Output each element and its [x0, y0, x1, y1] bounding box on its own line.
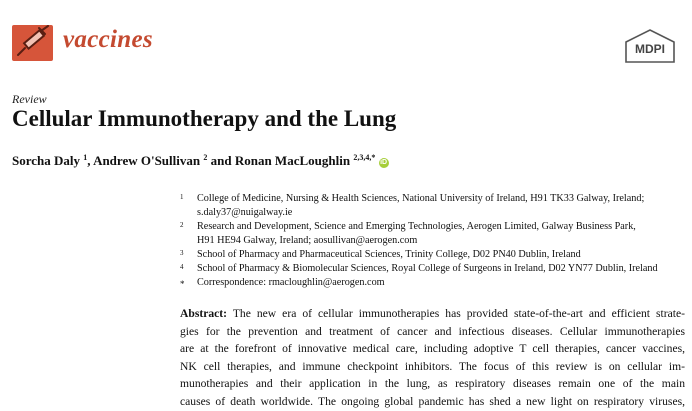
author-sup: 1 — [83, 153, 88, 162]
publisher-label: MDPI — [635, 42, 665, 56]
author-list — [12, 153, 389, 169]
affiliation-text: School of Pharmacy and Pharmaceutical Sciences, Trinity College, D02 PN40 Dublin, Ireland — [197, 249, 581, 260]
correspondence-mark: * — [180, 279, 185, 289]
abstract-label: Abstract: — [180, 307, 228, 320]
author-separator: and — [207, 153, 235, 168]
article-title: Cellular Immunotherapy and the Lung — [12, 106, 397, 131]
affiliation-number: 2 — [180, 221, 184, 229]
affiliation-number: 1 — [180, 193, 184, 201]
abstract-line: munotherapies and their application in the lung, as respiratory diseases remain one of the main — [180, 377, 685, 391]
abstract-line: causes of death worldwide. The ongoing global pandemic has shed a new light on respiratory viruses, — [180, 394, 685, 408]
affiliation-text: Research and Development, Science and Emerging Technologies, Aerogen Limited, Galway Business Park, — [197, 221, 636, 232]
author-sup: 2,3,4,* — [353, 153, 376, 162]
correspondence-text[interactable]: Correspondence: rmacloughlin@aerogen.com — [197, 277, 385, 288]
abstract-line: NK cell therapies, and immune checkpoint inhibitors. The focus of this review is on cellular im- — [180, 359, 685, 373]
author-sup: 2 — [203, 153, 208, 162]
abstract-line — [180, 305, 685, 323]
affiliation-1 — [180, 192, 685, 220]
author-separator: , — [87, 153, 94, 168]
orcid-icon[interactable]: iD — [380, 159, 388, 166]
journal-logo[interactable] — [12, 25, 53, 61]
affiliation-4 — [180, 262, 685, 276]
abstract-line: gies for the prevention and treatment of cancer and infectious diseases. Cellular immunotherapies — [180, 324, 685, 338]
affiliation-text: College of Medicine, Nursing & Health Sciences, National University of Ireland, H91 TK33 Galway, Ireland; — [197, 193, 645, 204]
affiliation-2 — [180, 220, 685, 248]
affiliation-3 — [180, 248, 685, 262]
affiliation-text: School of Pharmacy & Biomolecular Sciences, Royal College of Surgeons in Ireland, D02 YN77 Dublin, Ireland — [197, 263, 658, 274]
affiliation-email[interactable]: H91 HE94 Galway, Ireland; aosullivan@aerogen.com — [197, 235, 418, 246]
correspondence — [180, 276, 685, 290]
affiliation-number: 4 — [180, 263, 184, 271]
syringe-icon — [12, 25, 53, 61]
abstract — [180, 305, 685, 411]
author-name[interactable]: Andrew O'Sullivan — [93, 153, 201, 168]
journal-name[interactable]: vaccines — [63, 26, 153, 53]
mdpi-logo[interactable] — [624, 28, 676, 64]
abstract-text: The new era of cellular immunotherapies has provided state-of-the-art and efficient strate- — [232, 307, 685, 320]
abstract-line: are at the forefront of innovative medical care, including adoptive T cell therapies, cancer vaccines, — [180, 342, 685, 356]
author-name[interactable]: Sorcha Daly — [12, 153, 81, 168]
article-type: Review — [12, 92, 47, 106]
affiliations — [180, 192, 685, 290]
affiliation-number: 3 — [180, 249, 184, 257]
author-name[interactable]: Ronan MacLoughlin — [234, 153, 351, 168]
affiliation-email[interactable]: s.daly37@nuigalway.ie — [197, 207, 293, 218]
